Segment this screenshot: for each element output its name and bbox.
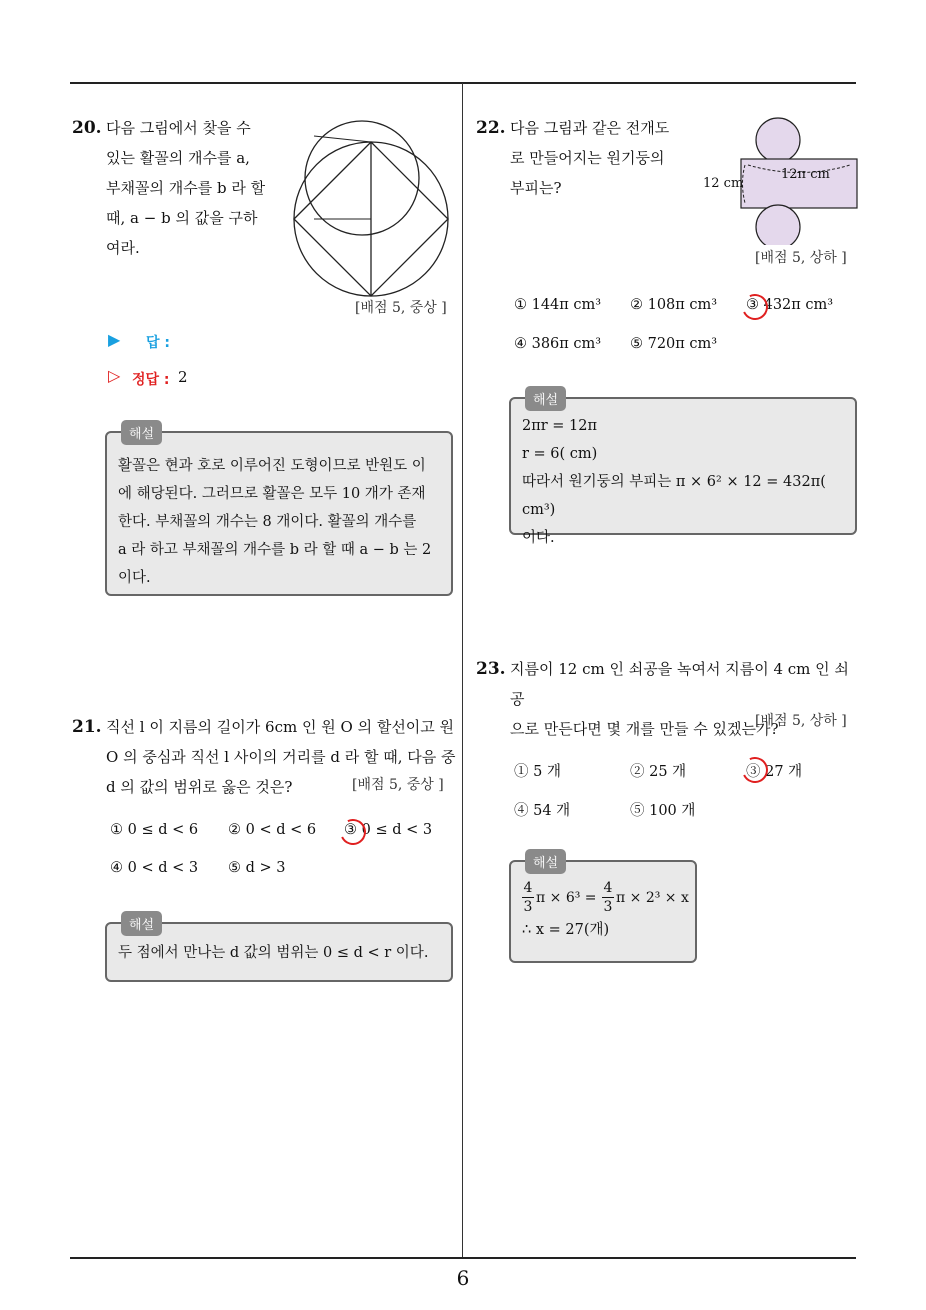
q23-choice-3[interactable]: ③ 27 개	[746, 764, 803, 780]
top-rule	[70, 82, 856, 84]
selected-circle-mark	[738, 753, 771, 786]
small-circle	[305, 121, 419, 235]
q23-choice-5[interactable]: ⑤ 100 개	[630, 803, 696, 819]
q22-choice-2[interactable]: ② 108π cm³	[630, 297, 718, 313]
q22-choice-5[interactable]: ⑤ 720π cm³	[630, 336, 718, 352]
q22-number: 22.	[476, 118, 506, 138]
q22-choice-3[interactable]: ③ 432π cm³	[746, 297, 834, 313]
bottom-base-circle	[756, 205, 800, 245]
q20-explanation	[118, 452, 448, 592]
expl-line: a 라 하고 부채꼴의 개수를 b 라 할 때 a − b 는 2	[118, 542, 432, 558]
frac-denominator: 3	[603, 899, 613, 915]
q21-line: O 의 중심과 직선 l 사이의 거리를 d 라 할 때, 다음 중	[106, 748, 456, 766]
expl-line: r = 6( cm)	[522, 446, 598, 462]
eq1-part-a: π × 6³ =	[536, 890, 597, 906]
q21-choice-5[interactable]: ⑤ d > 3	[228, 860, 286, 876]
chord	[314, 136, 371, 142]
page-number: 6	[456, 1266, 470, 1290]
q20-score: [배점 5, 중상 ]	[355, 300, 447, 316]
q20-line: 부채꼴의 개수를 b 라 할	[106, 179, 266, 197]
expl-line: 따라서 원기둥의 부피는 π × 6² × 12 = 432π( cm³)	[522, 474, 826, 518]
fig-width-label: 12π cm	[781, 167, 830, 182]
q22-line: 부피는?	[510, 179, 562, 197]
q21-score: [배점 5, 중상 ]	[352, 777, 444, 793]
answer-arrow-icon: ▶	[108, 330, 121, 349]
expl-line: 2πr = 12π	[522, 418, 598, 434]
q21-choice-2[interactable]: ② 0 < d < 6	[228, 822, 317, 838]
q22-score: [배점 5, 상하 ]	[755, 250, 847, 266]
answer-label: 답 :	[146, 335, 170, 351]
frac-numerator: 4	[523, 880, 533, 896]
selected-circle-mark	[336, 815, 369, 848]
q21-explanation	[118, 939, 448, 967]
q23-line: 지름이 12 cm 인 쇠공을 녹여서 지름이 4 cm 인 쇠공	[510, 660, 849, 708]
q21-choice-3[interactable]: ③ 0 ≤ d < 3	[344, 822, 433, 838]
q21-line: d 의 값의 범위로 옳은 것은?	[106, 778, 293, 796]
q23-line: 으로 만든다면 몇 개를 만들 수 있겠는가?	[510, 720, 779, 738]
q23-number: 23.	[476, 659, 506, 679]
q21-number: 21.	[72, 717, 102, 737]
q21-line: 직선 l 이 지름의 길이가 6cm 인 원 O 의 할선이고 원	[106, 718, 455, 736]
q20-number: 20.	[72, 118, 102, 138]
top-base-circle	[756, 118, 800, 162]
correct-arrow-icon: ▷	[108, 366, 121, 385]
expl-line: 두 점에서 만나는 d 값의 범위는 0 ≤ d < r 이다.	[118, 945, 429, 961]
frac-denominator: 3	[523, 899, 533, 915]
frac-bar	[602, 897, 614, 898]
frac-numerator: 4	[603, 880, 613, 896]
expl-line: 에 해당된다. 그러므로 활꼴은 모두 10 개가 존재	[118, 486, 426, 502]
expl-line: 이다.	[522, 530, 555, 546]
q20-line: 때, a − b 의 값을 구하	[106, 209, 258, 227]
q21-choice-1[interactable]: ① 0 ≤ d < 6	[110, 822, 199, 838]
q23-score: [배점 5, 상하 ]	[755, 713, 847, 729]
q23-choice-2[interactable]: ② 25 개	[630, 764, 687, 780]
column-divider	[462, 83, 463, 1258]
expl-line: 활꼴은 현과 호로 이루어진 도형이므로 반원도 이	[118, 458, 426, 474]
q22-choice-4[interactable]: ④ 386π cm³	[514, 336, 602, 352]
q22-line: 다음 그림과 같은 전개도	[510, 119, 670, 137]
expl-line: 한다. 부채꼴의 개수는 8 개이다. 활꼴의 개수를	[118, 514, 417, 530]
correct-label: 정답 :	[132, 372, 170, 388]
fig-height-label: 12 cm	[703, 176, 744, 191]
frac-bar	[522, 897, 534, 898]
q22-explanation-tag: 해설	[525, 386, 566, 411]
eq1-part-b: π × 2³ × x	[616, 890, 689, 906]
q21-explanation-tag: 해설	[121, 911, 162, 936]
q20-figure	[270, 118, 455, 298]
q20-text	[106, 113, 266, 263]
q20-line: 여라.	[106, 239, 140, 257]
q20-explanation-tag: 해설	[121, 420, 162, 445]
q23-choice-4[interactable]: ④ 54 개	[514, 803, 571, 819]
expl-line: 이다.	[118, 570, 151, 586]
q23-explanation-eq2: ∴ x = 27(개)	[522, 922, 610, 938]
bottom-rule	[70, 1257, 856, 1259]
q20-line: 다음 그림에서 찾을 수	[106, 119, 251, 137]
selected-circle-mark	[738, 290, 771, 323]
q23-choice-1[interactable]: ① 5 개	[514, 764, 561, 780]
q23-text	[510, 654, 860, 744]
q23-explanation-tag: 해설	[525, 849, 566, 874]
q21-choice-4[interactable]: ④ 0 < d < 3	[110, 860, 199, 876]
q22-choice-1[interactable]: ① 144π cm³	[514, 297, 602, 313]
q22-line: 로 만들어지는 원기둥의	[510, 149, 665, 167]
correct-value: 2	[178, 368, 188, 386]
q20-line: 있는 활꼴의 개수를 a,	[106, 149, 250, 167]
q22-explanation	[522, 412, 852, 552]
q22-text	[510, 113, 690, 203]
